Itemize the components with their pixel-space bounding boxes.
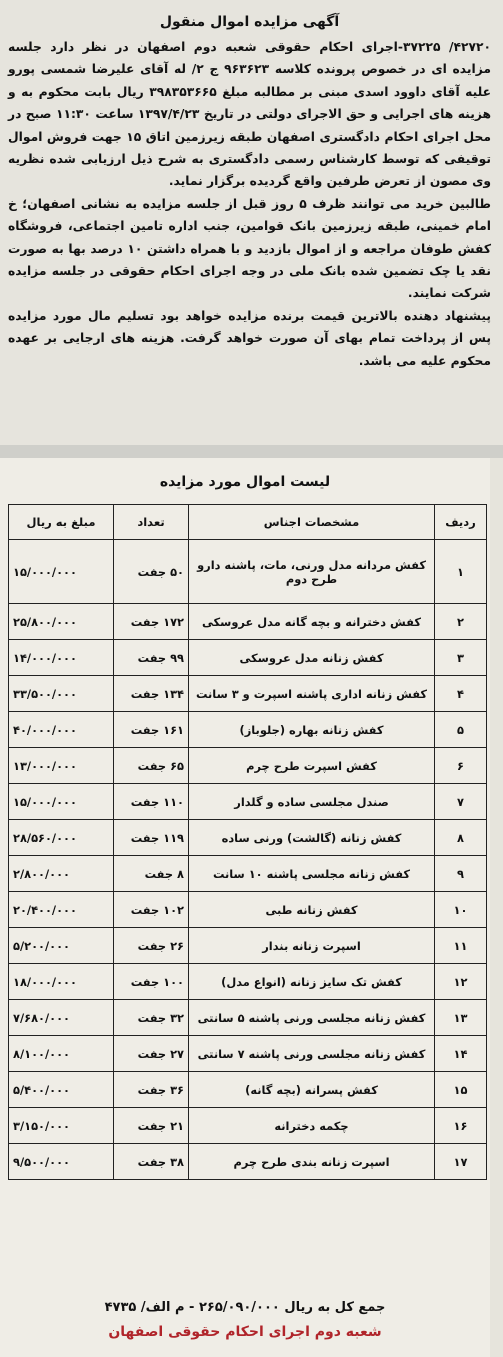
quantity-cell: ۹۹ جفت	[114, 640, 189, 676]
notice-title: آگهی مزایده اموال منقول	[159, 14, 340, 30]
goods-table	[8, 504, 487, 1180]
quantity-cell: ۱۰۰ جفت	[114, 964, 189, 1000]
table-row	[9, 604, 487, 640]
price-cell: ۸/۱۰۰/۰۰۰	[9, 1036, 114, 1072]
row-number-cell: ۱	[435, 540, 487, 604]
table-row	[9, 1000, 487, 1036]
price-cell: ۳/۱۵۰/۰۰۰	[9, 1108, 114, 1144]
price-cell: ۵/۲۰۰/۰۰۰	[9, 928, 114, 964]
table-row	[9, 820, 487, 856]
price-cell: ۲۸/۵۶۰/۰۰۰	[9, 820, 114, 856]
table-row	[9, 892, 487, 928]
price-cell: ۲۰/۴۰۰/۰۰۰	[9, 892, 114, 928]
price-cell: ۱۵/۰۰۰/۰۰۰	[9, 784, 114, 820]
header-row-number: ردیف	[435, 505, 487, 540]
goods-list-title: لیست اموال مورد مزایده	[159, 474, 331, 490]
row-number-cell: ۲	[435, 604, 487, 640]
quantity-cell: ۲۱ جفت	[114, 1108, 189, 1144]
header-description: مشخصات اجناس	[189, 505, 435, 540]
table-row	[9, 748, 487, 784]
notice-paragraph-3: پیشنهاد دهنده بالاترین قیمت برنده مزایده خواهد بود تسلیم مال مورد مزایده پس از پرداخت تمام بهای آن صورت خواهد گرفت. هزینه های ارجایی بر عهده محکوم علیه می باشد.	[8, 308, 491, 368]
description-cell: کفش زنانه مجلسی ورنی پاشنه ۷ سانتی	[189, 1036, 435, 1072]
table-row	[9, 1144, 487, 1180]
row-number-cell: ۱۵	[435, 1072, 487, 1108]
quantity-cell: ۶۵ جفت	[114, 748, 189, 784]
description-cell: کفش دخترانه و بچه گانه مدل عروسکی	[189, 604, 435, 640]
description-cell: کفش زنانه بهاره (جلوباز)	[189, 712, 435, 748]
quantity-cell: ۲۶ جفت	[114, 928, 189, 964]
description-cell: کفش اسپرت طرح چرم	[189, 748, 435, 784]
description-cell: کفش زنانه مدل عروسکی	[189, 640, 435, 676]
description-cell: صندل مجلسی ساده و گلدار	[189, 784, 435, 820]
table-row	[9, 676, 487, 712]
quantity-cell: ۱۷۲ جفت	[114, 604, 189, 640]
quantity-cell: ۱۰۲ جفت	[114, 892, 189, 928]
description-cell: اسپرت زنانه بندار	[189, 928, 435, 964]
quantity-cell: ۱۳۴ جفت	[114, 676, 189, 712]
price-cell: ۴۰/۰۰۰/۰۰۰	[9, 712, 114, 748]
price-cell: ۱۸/۰۰۰/۰۰۰	[9, 964, 114, 1000]
table-row	[9, 712, 487, 748]
quantity-cell: ۲۷ جفت	[114, 1036, 189, 1072]
price-cell: ۱۳/۰۰۰/۰۰۰	[9, 748, 114, 784]
header-quantity: تعداد	[114, 505, 189, 540]
table-row	[9, 856, 487, 892]
quantity-cell: ۳۲ جفت	[114, 1000, 189, 1036]
header-price: مبلغ به ریال	[9, 505, 114, 540]
row-number-cell: ۴	[435, 676, 487, 712]
row-number-cell: ۱۶	[435, 1108, 487, 1144]
table-row	[9, 928, 487, 964]
table-row	[9, 640, 487, 676]
table-row	[9, 1072, 487, 1108]
table-row	[9, 964, 487, 1000]
description-cell: کفش زنانه مجلسی پاشنه ۱۰ سانت	[189, 856, 435, 892]
row-number-cell: ۶	[435, 748, 487, 784]
description-cell: چکمه دخترانه	[189, 1108, 435, 1144]
price-cell: ۹/۵۰۰/۰۰۰	[9, 1144, 114, 1180]
row-number-cell: ۱۰	[435, 892, 487, 928]
quantity-cell: ۱۱۹ جفت	[114, 820, 189, 856]
page-gap	[0, 445, 503, 458]
row-number-cell: ۸	[435, 820, 487, 856]
goods-list-sheet	[0, 458, 490, 1357]
table-row	[9, 784, 487, 820]
row-number-cell: ۱۲	[435, 964, 487, 1000]
row-number-cell: ۳	[435, 640, 487, 676]
issuer-signature: شعبه دوم اجرای احکام حقوقی اصفهان	[108, 1324, 382, 1340]
row-number-cell: ۱۳	[435, 1000, 487, 1036]
description-cell: کفش زنانه مجلسی ورنی پاشنه ۵ سانتی	[189, 1000, 435, 1036]
description-cell: کفش پسرانه (بچه گانه)	[189, 1072, 435, 1108]
row-number-cell: ۱۱	[435, 928, 487, 964]
auction-notice	[0, 0, 503, 445]
quantity-cell: ۸ جفت	[114, 856, 189, 892]
description-cell: کفش تک سایز زنانه (انواع مدل)	[189, 964, 435, 1000]
row-number-cell: ۹	[435, 856, 487, 892]
quantity-cell: ۵۰ جفت	[114, 540, 189, 604]
description-cell: کفش زنانه اداری پاشنه اسپرت و ۳ سانت	[189, 676, 435, 712]
price-cell: ۲/۸۰۰/۰۰۰	[9, 856, 114, 892]
table-row	[9, 1036, 487, 1072]
quantity-cell: ۳۸ جفت	[114, 1144, 189, 1180]
price-cell: ۳۳/۵۰۰/۰۰۰	[9, 676, 114, 712]
price-cell: ۷/۶۸۰/۰۰۰	[9, 1000, 114, 1036]
quantity-cell: ۱۶۱ جفت	[114, 712, 189, 748]
price-cell: ۱۴/۰۰۰/۰۰۰	[9, 640, 114, 676]
quantity-cell: ۳۶ جفت	[114, 1072, 189, 1108]
notice-paragraph-1: ۴۲۷۲۰/ ۳۷۲۲۵-اجرای احکام حقوقی شعبه دوم اصفهان در نظر دارد جلسه مزایده ای در خصوص پرونده کلاسه ۹۶۳۶۲۳ ج ۲/ له آقای علیرضا شمسی پورو علیه آقای داوود اسدی مبنی بر مطالبه مبلغ ۳۹۸۳۵۳۶۶۵ ریال بابت محکوم به و هزینه های اجرایی و حق الاجرای دولتی در تاریخ ۱۳۹۷/۴/۲۳ ساعت ۱۱:۳۰ صبح در محل اجرای احکام دادگستری اصفهان طبقه زیرزمین اتاق ۱۵ جهت فروش اموال توقیفی که توسط کارشناس رسمی دادگستری به شرح ذیل ارزیابی شده نظریه وی مصون از تعرض طرفین واقع گردیده برگزار نماید.	[8, 40, 492, 189]
page-edge	[490, 458, 503, 1357]
description-cell: اسپرت زنانه بندی طرح چرم	[189, 1144, 435, 1180]
row-number-cell: ۱۷	[435, 1144, 487, 1180]
row-number-cell: ۷	[435, 784, 487, 820]
price-cell: ۲۵/۸۰۰/۰۰۰	[9, 604, 114, 640]
quantity-cell: ۱۱۰ جفت	[114, 784, 189, 820]
price-cell: ۱۵/۰۰۰/۰۰۰	[9, 540, 114, 604]
table-row	[9, 1108, 487, 1144]
description-cell: کفش زنانه (گالشت) ورنی ساده	[189, 820, 435, 856]
table-row	[9, 540, 487, 604]
row-number-cell: ۱۴	[435, 1036, 487, 1072]
total-amount: جمع کل به ریال ۲۶۵/۰۹۰/۰۰۰ - م الف/ ۴۷۳۵	[104, 1300, 386, 1315]
description-cell: کفش زنانه طبی	[189, 892, 435, 928]
description-cell: کفش مردانه مدل ورنی، مات، پاشنه دارو طرح دوم	[189, 540, 435, 604]
notice-paragraph-2: طالبین خرید می توانند ظرف ۵ روز قبل از جلسه مزایده به نشانی اصفهان؛ خ امام خمینی، طبقه زیرزمین بانک قوامین، جنب اداره تامین اجتماعی، فروشگاه کفش طوفان مراجعه و از اموال بازدید و با همراه داشتن ۱۰ درصد بها به صورت نقد یا چک تضمین شده بانک ملی در وجه اجرای احکام حقوقی در جلسه مزایده شرکت نمایند.	[8, 196, 491, 301]
row-number-cell: ۵	[435, 712, 487, 748]
table-header-row	[9, 505, 487, 540]
price-cell: ۵/۴۰۰/۰۰۰	[9, 1072, 114, 1108]
